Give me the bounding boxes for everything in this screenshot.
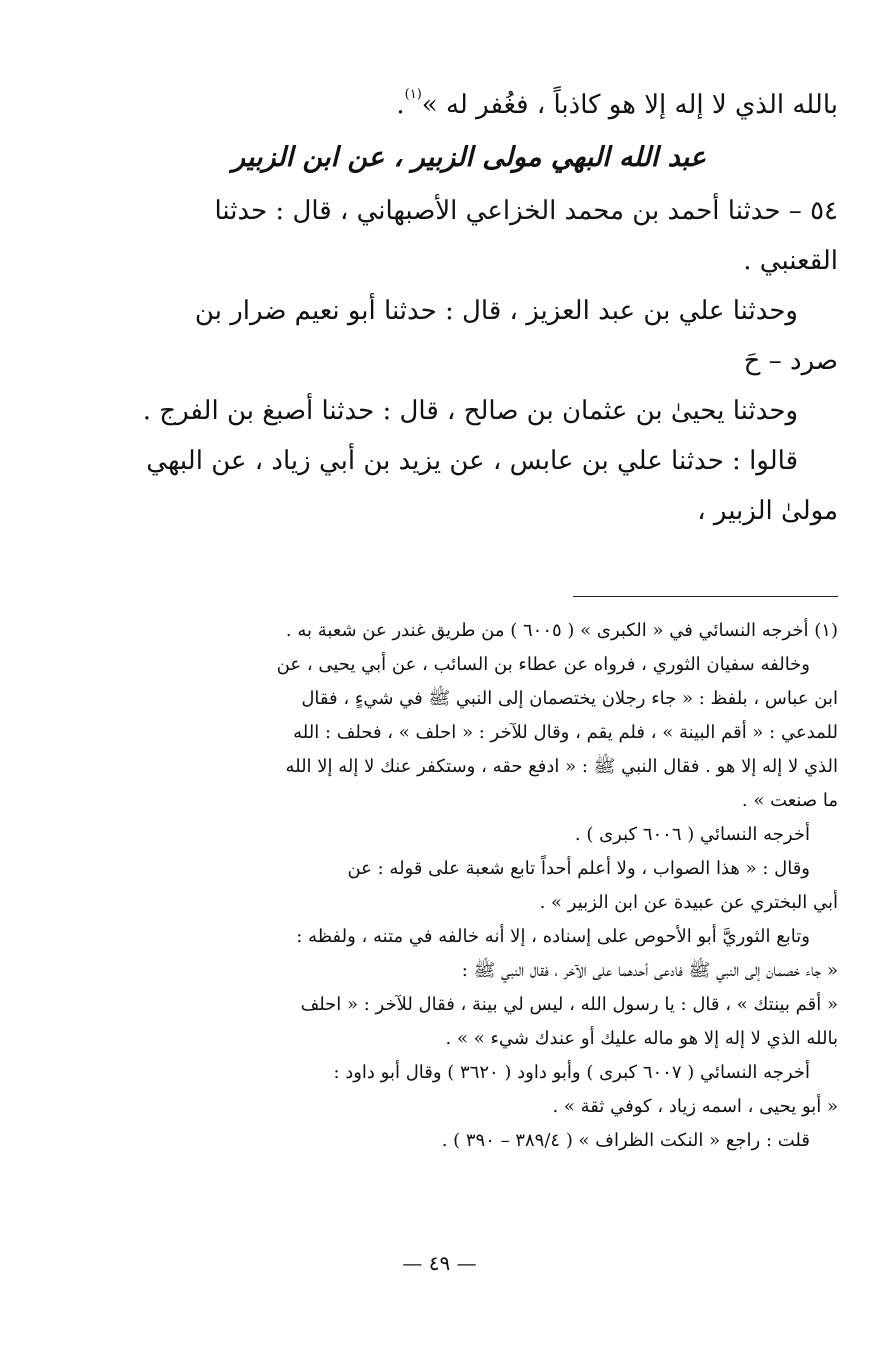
footnote-line: (١) أخرجه النسائي في « الكبرى » ( ٦٠٠٥ ) من طريق غندر عن شعبة به . <box>285 620 838 641</box>
footnote-line: ابن عباس ، بلفظ : « جاء رجلان يختصمان إلى النبي ﷺ في شيءٍ ، فقال <box>301 688 838 709</box>
hadith-number-line: ٥٤ – حدثنا أحمد بن محمد الخزاعي الأصبهاني ، قال : حدثنا <box>214 196 838 226</box>
footnote-line: وقال : « هذا الصواب ، ولا أعلم أحداً تابع شعبة على قوله : عن <box>347 858 810 879</box>
footnotes <box>140 614 838 1158</box>
main-text <box>140 80 838 536</box>
text-line <box>140 80 838 130</box>
page-number: — ٤٩ — <box>402 1251 477 1275</box>
footnote-line: ما صنعت » . <box>741 790 838 811</box>
footnote-line: للمدعي : « أقم البينة » ، فلم يقم ، وقال للآخر : « احلف » ، فحلف : الله <box>293 722 838 743</box>
footnote-line: أخرجه النسائي ( ٦٠٠٦ كبرى ) . <box>574 824 810 845</box>
text-line-content: بالله الذي لا إله إلا هو كاذباً ، فغُفر له » <box>421 90 838 120</box>
text-line: وحدثنا علي بن عبد العزيز ، قال : حدثنا أبو نعيم ضرار بن <box>194 296 798 326</box>
footnote-line: الذي لا إله إلا هو . فقال النبي ﷺ : « ادفع حقه ، وستكفر عنك لا إله إلا الله <box>285 756 838 777</box>
footnote-line: وخالفه سفيان الثوري ، فرواه عن عطاء بن السائب ، عن أبي يحيى ، عن <box>276 654 810 675</box>
footnote-line: « جاء خصمان إلى النبي ﷺ فادعى أحدهما على الآخر ، فقال النبي ﷺ : <box>461 960 838 981</box>
text-line: مولىٰ الزبير ، <box>697 496 838 526</box>
footnote-line: « أبو يحيى ، اسمه زياد ، كوفي ثقة » . <box>552 1096 838 1117</box>
footnote-line: أبي البختري عن عبيدة عن ابن الزبير » . <box>539 892 838 913</box>
footnote-line: أخرجه النسائي ( ٦٠٠٧ كبرى ) وأبو داود ( ٣٦٢٠ ) وقال أبو داود : <box>333 1062 810 1083</box>
footnote-line: قلت : راجع « النكت الظراف » ( ٣٨٩/٤ – ٣٩٠ ) . <box>441 1130 810 1151</box>
footnote-line: وتابع الثوريَّ أبو الأحوص على إسناده ، إلا أنه خالفه في متنه ، ولفظه : <box>296 926 810 947</box>
footnote-line: بالله الذي لا إله إلا هو ماله عليك أو عندك شيء » » . <box>445 1028 838 1049</box>
section-heading: عبد الله البهي مولى الزبير ، عن ابن الزبير <box>231 142 707 173</box>
footnote-divider <box>573 596 838 597</box>
text-line: القعنبي . <box>743 246 838 276</box>
text-line-end: . <box>396 90 405 120</box>
footnote-marker: (١) <box>404 87 422 102</box>
text-line: وحدثنا يحيىٰ بن عثمان بن صالح ، قال : حدثنا أصبغ بن الفرج . <box>142 396 798 426</box>
text-line: قالوا : حدثنا علي بن عابس ، عن يزيد بن أبي زياد ، عن البهي <box>146 446 798 476</box>
text-line: صرد – حَ <box>743 346 838 376</box>
footnote-line: « أقم بينتك » ، قال : يا رسول الله ، ليس لي بينة ، فقال للآخر : « احلف <box>300 994 838 1015</box>
